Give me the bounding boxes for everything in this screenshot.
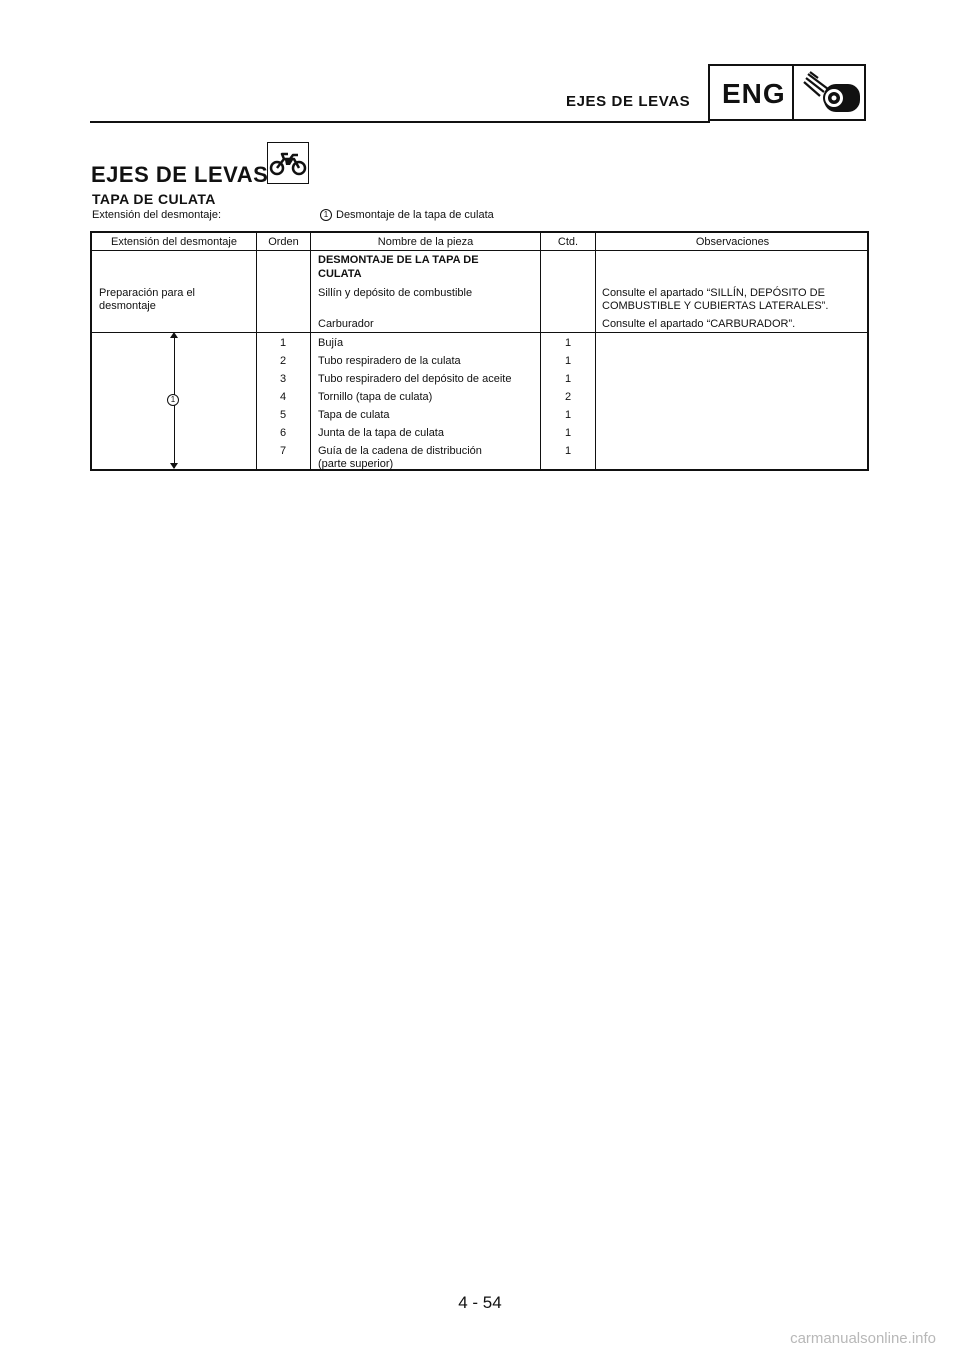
- row-name: Bujía: [318, 337, 344, 349]
- row-order: 3: [279, 373, 287, 385]
- row-order: 1: [279, 337, 287, 349]
- col-header-order: Orden: [268, 236, 299, 248]
- prep-extent-line2: desmontaje: [99, 300, 156, 312]
- prep-heading-line2: CULATA: [318, 268, 362, 280]
- row-name: Tapa de culata: [318, 409, 390, 421]
- col-divider: [310, 233, 311, 469]
- prep-item-obs-line2: COMBUSTIBLE Y CUBIERTAS LATERALES”.: [602, 300, 829, 312]
- header-section-title: EJES DE LEVAS: [566, 93, 691, 110]
- prep-item-name: Sillín y depósito de combustible: [318, 287, 473, 299]
- row-name: Tornillo (tapa de culata): [318, 391, 433, 403]
- extent-label: Extensión del desmontaje:: [92, 209, 222, 221]
- row-qty: 1: [564, 355, 572, 367]
- row-name-line2: (parte superior): [318, 458, 394, 470]
- eng-badge-label: ENG: [722, 78, 786, 109]
- row-qty: 1: [564, 373, 572, 385]
- prep-item-obs: Consulte el apartado “CARBURADOR”.: [602, 318, 796, 330]
- eng-badge: [708, 64, 866, 121]
- row-name: Tubo respiradero de la culata: [318, 355, 461, 367]
- range-marker: 1: [167, 394, 179, 406]
- extent-description: [320, 209, 494, 221]
- engine-bolt-icon: [798, 70, 862, 116]
- disassembly-table: [90, 231, 869, 471]
- row-name: Tubo respiradero del depósito de aceite: [318, 373, 512, 385]
- col-divider: [595, 233, 596, 469]
- header-row-divider: [92, 250, 867, 251]
- row-qty: 1: [564, 337, 572, 349]
- page-title: EJES DE LEVAS: [91, 162, 269, 187]
- col-header-observations: Observaciones: [695, 236, 770, 248]
- row-order: 6: [279, 427, 287, 439]
- row-qty: 2: [564, 391, 572, 403]
- row-name: Junta de la tapa de culata: [318, 427, 444, 439]
- prep-heading-line1: DESMONTAJE DE LA TAPA DE: [318, 254, 479, 266]
- prep-item-obs-line1: Consulte el apartado “SILLÍN, DEPÓSITO DE: [602, 287, 825, 299]
- row-order: 7: [279, 445, 287, 457]
- prep-item-name: Carburador: [318, 318, 374, 330]
- row-qty: 1: [564, 445, 572, 457]
- badge-divider: [792, 66, 794, 119]
- row-order: 2: [279, 355, 287, 367]
- row-order: 5: [279, 409, 287, 421]
- col-header-extent: Extensión del desmontaje: [111, 236, 237, 248]
- prep-extent-line1: Preparación para el: [99, 287, 196, 299]
- subtitle: TAPA DE CULATA: [92, 191, 216, 207]
- col-header-name: Nombre de la pieza: [377, 236, 474, 248]
- col-header-qty: Ctd.: [557, 236, 579, 248]
- header-rule: [90, 121, 710, 123]
- motorcycle-icon: [268, 143, 308, 183]
- row-name: Guía de la cadena de distribución: [318, 445, 482, 457]
- row-qty: 1: [564, 409, 572, 421]
- motorcycle-icon-box: [267, 142, 309, 184]
- page-number: 4 - 54: [458, 1293, 502, 1312]
- range-arrow-down: [170, 463, 178, 469]
- watermark: carmanualsonline.info: [790, 1330, 936, 1347]
- extent-marker: 1: [320, 209, 332, 221]
- group-divider: [92, 332, 867, 333]
- row-order: 4: [279, 391, 287, 403]
- extent-text: Desmontaje de la tapa de culata: [336, 209, 494, 221]
- row-qty: 1: [564, 427, 572, 439]
